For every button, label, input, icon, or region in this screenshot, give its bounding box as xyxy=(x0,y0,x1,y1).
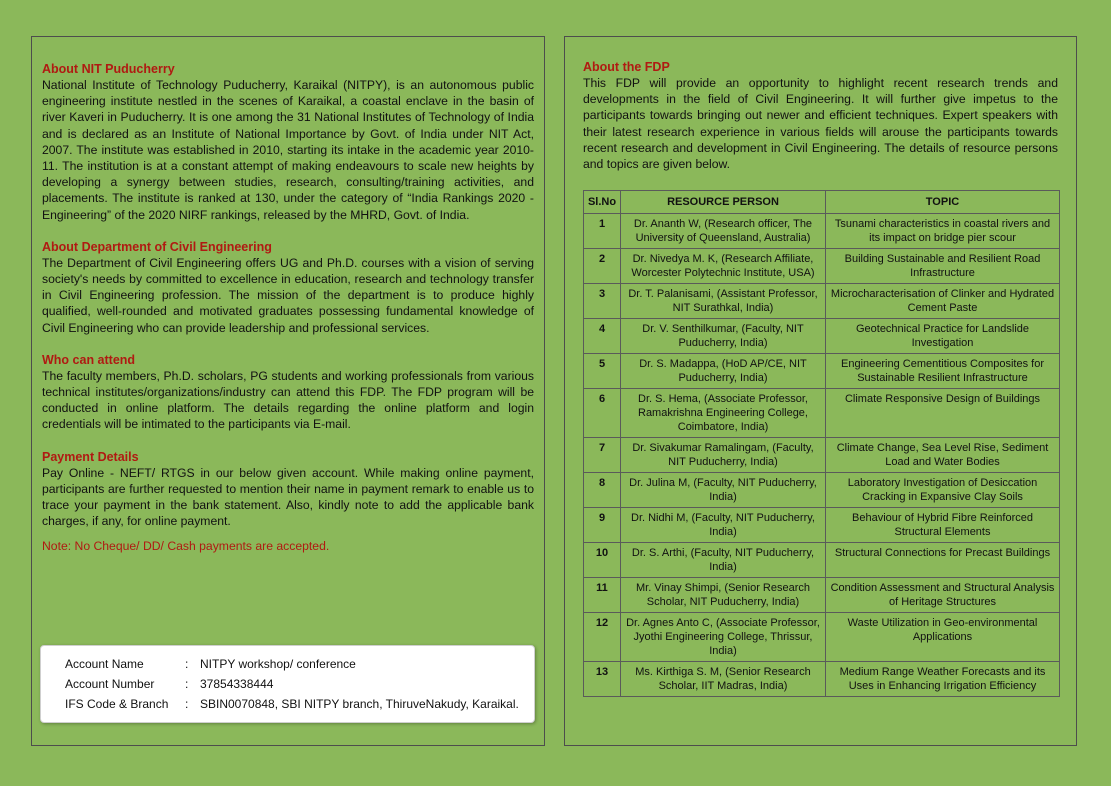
ifs-value: SBIN0070848, SBI NITPY branch, ThiruveNakudy, Karaikal. xyxy=(200,697,519,711)
account-number-colon: : xyxy=(185,677,189,691)
cell-topic: Waste Utilization in Geo-environmental Applications xyxy=(826,613,1060,662)
cell-topic: Structural Connections for Precast Buildings xyxy=(826,543,1060,578)
cell-topic: Climate Change, Sea Level Rise, Sediment Load and Water Bodies xyxy=(826,438,1060,473)
table-row xyxy=(584,438,1060,473)
about-dept-title: About Department of Civil Engineering xyxy=(42,239,272,254)
account-name-row xyxy=(65,655,524,673)
right-panel xyxy=(564,36,1077,746)
account-name-value: NITPY workshop/ conference xyxy=(200,657,356,671)
account-name-label: Account Name xyxy=(65,657,144,671)
cell-person: Dr. Ananth W, (Research officer, The University of Queensland, Australia) xyxy=(621,214,826,249)
cell-topic: Engineering Cementitious Composites for Sustainable Resilient Infrastructure xyxy=(826,354,1060,389)
cell-slno: 5 xyxy=(584,354,621,389)
right-content xyxy=(583,59,1058,697)
cell-person: Dr. Agnes Anto C, (Associate Professor, Jyothi Engineering College, Thrissur, India) xyxy=(621,613,826,662)
who-title: Who can attend xyxy=(42,352,136,367)
account-number-label: Account Number xyxy=(65,677,155,691)
table-row xyxy=(584,214,1060,249)
cell-topic: Condition Assessment and Structural Analysis of Heritage Structures xyxy=(826,578,1060,613)
account-number-value: 37854338444 xyxy=(200,677,274,691)
cell-topic: Behaviour of Hybrid Fibre Reinforced Structural Elements xyxy=(826,508,1060,543)
cell-topic: Tsunami characteristics in coastal rivers and its impact on bridge pier scour xyxy=(826,214,1060,249)
cell-person: Dr. S. Madappa, (HoD AP/CE, NIT Puducherry, India) xyxy=(621,354,826,389)
left-content xyxy=(42,61,534,569)
about-dept-section xyxy=(42,239,534,336)
cell-topic: Climate Responsive Design of Buildings xyxy=(826,389,1060,438)
about-nit-title: About NIT Puducherry xyxy=(42,62,175,76)
cell-slno: 6 xyxy=(584,389,621,438)
table-row xyxy=(584,613,1060,662)
cell-slno: 10 xyxy=(584,543,621,578)
cell-topic: Microcharacterisation of Clinker and Hydrated Cement Paste xyxy=(826,284,1060,319)
cell-slno: 2 xyxy=(584,249,621,284)
about-nit-section xyxy=(42,61,534,223)
cell-person: Dr. Sivakumar Ramalingam, (Faculty, NIT Puducherry, India) xyxy=(621,438,826,473)
table-row xyxy=(584,319,1060,354)
who-body: The faculty members, Ph.D. scholars, PG students and working professionals from various technical institutes/organizations/industry can attend this FDP. The FDP program will be conducted in online platform. The details regarding the online platform and login credentials will be intimated to the participants via E-mail. xyxy=(42,368,534,432)
table-body xyxy=(584,214,1060,697)
cell-person: Ms. Kirthiga S. M, (Senior Research Scholar, IIT Madras, India) xyxy=(621,662,826,697)
cell-topic: Medium Range Weather Forecasts and its Uses in Enhancing Irrigation Efficiency xyxy=(826,662,1060,697)
account-number-row xyxy=(65,675,524,693)
ifs-colon: : xyxy=(185,697,189,711)
resource-table xyxy=(583,190,1060,697)
about-fdp-body: This FDP will provide an opportunity to highlight recent research trends and developments in the field of Civil Engineering. It will further give impetus to the participants towards bringing out newer and efficient techniques. Expert speakers with their latest research experience in various fields will arouse the participants towards recent research and development in Civil Engineering. The details of resource persons and topics are given below. xyxy=(583,76,1058,172)
cell-slno: 7 xyxy=(584,438,621,473)
ifs-label: IFS Code & Branch xyxy=(65,697,169,711)
cell-slno: 4 xyxy=(584,319,621,354)
cell-slno: 9 xyxy=(584,508,621,543)
ifs-row xyxy=(65,695,524,713)
header-slno: Sl.No xyxy=(584,191,621,214)
table-row xyxy=(584,578,1060,613)
cell-person: Dr. Nidhi M, (Faculty, NIT Puducherry, India) xyxy=(621,508,826,543)
table-row xyxy=(584,543,1060,578)
who-section xyxy=(42,352,534,433)
about-nit-body: National Institute of Technology Puducherry, Karaikal (NITPY), is an autonomous public engineering institute nestled in the scenes of Karaikal, a coastal enclave in the basin of river Kaveri in Puducherry. It is one among the 31 National Institutes of Technology of India and is declared as an Institute of National Importance by Govt. of India under NIT Act, 2007. The institute was established in 2010, starting its intake in the academic year 2010-11. The institution is at a constant attempt of making endeavours to scale new heights by developing a synergy between studies, research, consulting/training activities, and placements. The institute is ranked at 130, under the category of “India Rankings 2020 - Engineering” of the 2020 NIRF rankings, released by the MHRD, Govt. of India. xyxy=(42,78,534,222)
payment-body: Pay Online - NEFT/ RTGS in our below given account. While making online payment, participants are further requested to mention their name in payment remark to enable us to trace your payment in the bank statement. Also, kindly note to add the applicable bank charges, if any, for online payment. xyxy=(42,465,534,529)
cell-slno: 1 xyxy=(584,214,621,249)
table-row xyxy=(584,284,1060,319)
cell-person: Mr. Vinay Shimpi, (Senior Research Scholar, NIT Puducherry, India) xyxy=(621,578,826,613)
cell-person: Dr. S. Arthi, (Faculty, NIT Puducherry, India) xyxy=(621,543,826,578)
cell-person: Dr. Julina M, (Faculty, NIT Puducherry, India) xyxy=(621,473,826,508)
cell-slno: 11 xyxy=(584,578,621,613)
payment-title: Payment Details xyxy=(42,449,139,464)
table-row xyxy=(584,249,1060,284)
left-panel xyxy=(31,36,545,746)
account-name-colon: : xyxy=(185,657,189,671)
table-header-row xyxy=(584,191,1060,214)
table-row xyxy=(584,473,1060,508)
cell-slno: 3 xyxy=(584,284,621,319)
cell-slno: 12 xyxy=(584,613,621,662)
table-row xyxy=(584,354,1060,389)
cell-topic: Building Sustainable and Resilient Road Infrastructure xyxy=(826,249,1060,284)
about-fdp-title: About the FDP xyxy=(583,60,670,74)
payment-section xyxy=(42,449,534,554)
cell-slno: 13 xyxy=(584,662,621,697)
table-row xyxy=(584,662,1060,697)
cell-topic: Laboratory Investigation of Desiccation Cracking in Expansive Clay Soils xyxy=(826,473,1060,508)
header-person: RESOURCE PERSON xyxy=(621,191,826,214)
header-topic: TOPIC xyxy=(826,191,1060,214)
cell-person: Dr. Nivedya M. K, (Research Affiliate, Worcester Polytechnic Institute, USA) xyxy=(621,249,826,284)
table-row xyxy=(584,389,1060,438)
cell-slno: 8 xyxy=(584,473,621,508)
about-dept-body: The Department of Civil Engineering offers UG and Ph.D. courses with a vision of serving society's needs by committed to excellence in education, research and technology transfer in Civil Engineering profession. The mission of the department is to produce highly qualified, well-rounded and motivated graduates possessing fundamental knowledge of Civil Engineering who can provide leadership and professional services. xyxy=(42,255,534,335)
cell-person: Dr. T. Palanisami, (Assistant Professor, NIT Surathkal, India) xyxy=(621,284,826,319)
cell-person: Dr. V. Senthilkumar, (Faculty, NIT Puducherry, India) xyxy=(621,319,826,354)
table-row xyxy=(584,508,1060,543)
account-box xyxy=(40,645,535,723)
cell-topic: Geotechnical Practice for Landslide Investigation xyxy=(826,319,1060,354)
payment-note: Note: No Cheque/ DD/ Cash payments are accepted. xyxy=(42,539,330,554)
cell-person: Dr. S. Hema, (Associate Professor, Ramakrishna Engineering College, Coimbatore, India) xyxy=(621,389,826,438)
